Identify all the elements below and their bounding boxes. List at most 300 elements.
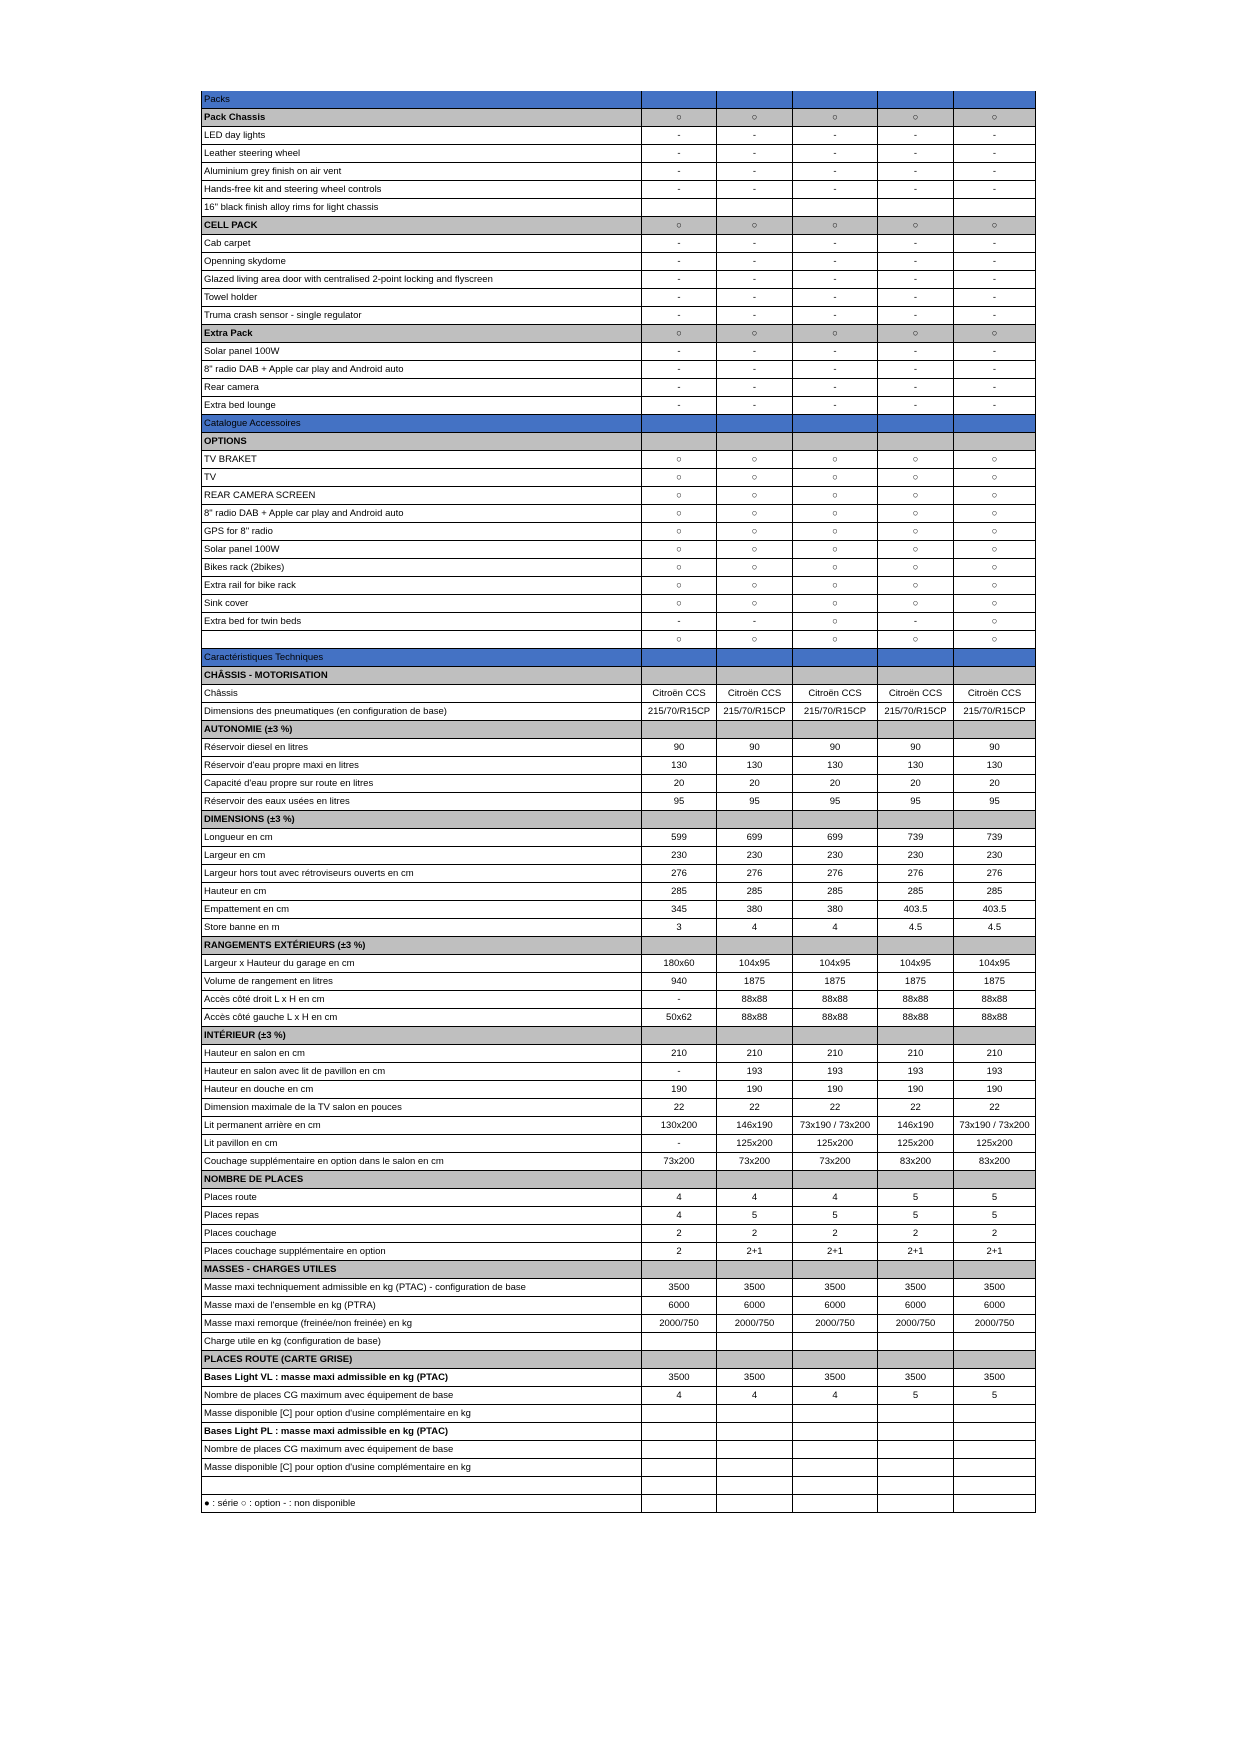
row-value: - [642,145,717,163]
row-value: - [954,163,1036,181]
row-value: 5 [954,1189,1036,1207]
row-value [793,1441,878,1459]
row-value [642,1423,717,1441]
row-value: - [717,289,793,307]
row-label: INTÉRIEUR (±3 %) [202,1027,642,1045]
subheader-row [202,1027,1036,1045]
row-value: 20 [793,775,878,793]
row-label: Solar panel 100W [202,541,642,559]
row-value: 3500 [793,1369,878,1387]
row-value: 4 [642,1189,717,1207]
row-value: 88x88 [878,1009,954,1027]
row-value: 73x190 / 73x200 [954,1117,1036,1135]
row-value: ○ [642,217,717,235]
section-header [202,91,1036,109]
row-value: 1875 [793,973,878,991]
row-value: ○ [717,559,793,577]
row-value: 6000 [878,1297,954,1315]
row-value: 215/70/R15CP [878,703,954,721]
row-value: ○ [642,451,717,469]
row-value: 193 [717,1063,793,1081]
table-row [202,1441,1036,1459]
row-value: 3500 [717,1279,793,1297]
row-value: - [878,343,954,361]
row-value: 88x88 [717,991,793,1009]
row-value [717,433,793,451]
row-value: 5 [878,1207,954,1225]
section-title: Caractéristiques Techniques [202,649,642,667]
row-value: 230 [717,847,793,865]
row-value: ○ [717,523,793,541]
row-label: Places route [202,1189,642,1207]
row-value: 5 [717,1207,793,1225]
table-row [202,739,1036,757]
section-header-cell [717,415,793,433]
section-header-cell [954,91,1036,109]
row-value: ○ [878,451,954,469]
row-value [878,1459,954,1477]
row-value: 2+1 [954,1243,1036,1261]
row-value: ○ [793,469,878,487]
row-value: Citroën CCS [793,685,878,703]
table-row [202,487,1036,505]
row-label: Masse maxi techniquement admissible en kg (PTAC) - configuration de base [202,1279,642,1297]
row-label: TV BRAKET [202,451,642,469]
row-value: 125x200 [878,1135,954,1153]
row-value [793,1261,878,1279]
row-value: - [642,253,717,271]
row-value: 22 [717,1099,793,1117]
row-label: Solar panel 100W [202,343,642,361]
row-value: - [878,181,954,199]
row-value: 2000/750 [954,1315,1036,1333]
subheader-row [202,109,1036,127]
row-label: LED day lights [202,127,642,145]
table-row [202,883,1036,901]
legend-text: ● : série ○ : option - : non disponible [202,1495,642,1513]
row-value: 380 [717,901,793,919]
row-value: - [642,163,717,181]
row-value: - [793,271,878,289]
row-value: 230 [642,847,717,865]
row-label: Extra bed for twin beds [202,613,642,631]
row-value: - [878,397,954,415]
row-value [793,1459,878,1477]
row-value: - [642,271,717,289]
row-value [878,1477,954,1495]
row-label: Extra Pack [202,325,642,343]
row-value: 90 [954,739,1036,757]
table-row [202,163,1036,181]
row-label: Glazed living area door with centralised 2-point locking and flyscreen [202,271,642,289]
row-value [878,199,954,217]
row-label: Empattement en cm [202,901,642,919]
row-value: 4 [642,1207,717,1225]
row-value: ○ [954,595,1036,613]
row-label: Extra bed lounge [202,397,642,415]
table-row [202,973,1036,991]
subheader-row [202,721,1036,739]
row-value [717,1405,793,1423]
legend-empty-cell [717,1495,793,1513]
row-label: Bases Light PL : masse maxi admissible en kg (PTAC) [202,1423,642,1441]
table-row [202,1189,1036,1207]
row-value: - [878,235,954,253]
row-value: - [717,145,793,163]
row-value: 20 [717,775,793,793]
table-row [202,307,1036,325]
row-value: - [954,127,1036,145]
row-value: ○ [793,325,878,343]
row-value [793,1423,878,1441]
row-value [954,721,1036,739]
row-value: 5 [954,1207,1036,1225]
row-label: Châssis [202,685,642,703]
row-value: Citroën CCS [717,685,793,703]
row-value: 193 [954,1063,1036,1081]
row-label: Réservoir d'eau propre maxi en litres [202,757,642,775]
row-value: 276 [793,865,878,883]
row-value [878,1027,954,1045]
row-value [878,721,954,739]
table-row [202,1153,1036,1171]
row-value: 699 [793,829,878,847]
row-label: Charge utile en kg (configuration de base) [202,1333,642,1351]
table-row [202,1009,1036,1027]
row-label: Aluminium grey finish on air vent [202,163,642,181]
row-value [642,1171,717,1189]
table-row [202,1369,1036,1387]
row-value [642,1333,717,1351]
subheader-row [202,1171,1036,1189]
row-value: - [793,253,878,271]
section-header-cell [793,649,878,667]
row-value [642,1441,717,1459]
row-value: 3 [642,919,717,937]
table-row [202,253,1036,271]
table-row [202,901,1036,919]
row-value: ○ [878,325,954,343]
row-label: Couchage supplémentaire en option dans le salon en cm [202,1153,642,1171]
row-value: - [954,397,1036,415]
row-value: ○ [642,469,717,487]
row-label: Truma crash sensor - single regulator [202,307,642,325]
row-value [878,811,954,829]
section-header-cell [717,91,793,109]
row-value: 4.5 [878,919,954,937]
row-value: 3500 [878,1279,954,1297]
row-value: 380 [793,901,878,919]
table-row [202,289,1036,307]
row-value: 130x200 [642,1117,717,1135]
row-value: 3500 [642,1279,717,1297]
row-value: - [717,307,793,325]
row-value: - [954,235,1036,253]
table-row [202,469,1036,487]
row-value: ○ [717,577,793,595]
row-label: RANGEMENTS EXTÉRIEURS (±3 %) [202,937,642,955]
row-value: ○ [954,559,1036,577]
row-value: ○ [717,109,793,127]
row-value: ○ [642,595,717,613]
row-value: 73x190 / 73x200 [793,1117,878,1135]
row-value: 50x62 [642,1009,717,1027]
row-value: 130 [717,757,793,775]
row-value: - [954,289,1036,307]
row-value: 215/70/R15CP [954,703,1036,721]
row-value: - [878,379,954,397]
table-row [202,793,1036,811]
row-value: 125x200 [717,1135,793,1153]
row-value: 22 [793,1099,878,1117]
table-row [202,1081,1036,1099]
row-label: Volume de rangement en litres [202,973,642,991]
row-value: 230 [878,847,954,865]
row-value: 90 [642,739,717,757]
row-value [878,1333,954,1351]
table-row [202,559,1036,577]
table-row [202,271,1036,289]
row-value [717,1459,793,1477]
row-label: Masse disponible [C] pour option d'usine complémentaire en kg [202,1405,642,1423]
row-value [954,433,1036,451]
row-value: - [878,163,954,181]
row-value: ○ [793,109,878,127]
row-value: - [642,613,717,631]
table-row [202,541,1036,559]
row-value [954,1477,1036,1495]
spec-table [201,91,1036,1513]
row-value: Citroën CCS [878,685,954,703]
row-value: ○ [642,559,717,577]
row-value [878,1441,954,1459]
row-value: ○ [793,631,878,649]
row-value: 146x190 [878,1117,954,1135]
row-value: 104x95 [717,955,793,973]
row-label: CHÂSSIS - MOTORISATION [202,667,642,685]
row-value [878,667,954,685]
table-row [202,1207,1036,1225]
row-value: ○ [878,577,954,595]
row-value [954,1351,1036,1369]
row-value: - [717,613,793,631]
row-value: 190 [878,1081,954,1099]
row-value: 276 [642,865,717,883]
row-value: 215/70/R15CP [793,703,878,721]
table-row [202,505,1036,523]
subheader-row [202,811,1036,829]
row-label: Dimensions des pneumatiques (en configuration de base) [202,703,642,721]
table-row [202,865,1036,883]
row-label: Longueur en cm [202,829,642,847]
table-row [202,199,1036,217]
row-value [642,1351,717,1369]
row-value: 95 [878,793,954,811]
section-header-cell [954,649,1036,667]
table-row [202,397,1036,415]
row-value: - [642,307,717,325]
row-value: 2 [642,1243,717,1261]
row-value: ○ [642,541,717,559]
row-label: Hands-free kit and steering wheel controls [202,181,642,199]
row-value: 210 [642,1045,717,1063]
table-row [202,955,1036,973]
row-label: Hauteur en douche en cm [202,1081,642,1099]
row-value: - [642,1063,717,1081]
table-row [202,1297,1036,1315]
row-value: 193 [793,1063,878,1081]
row-value [954,1027,1036,1045]
row-value [878,1351,954,1369]
row-value: - [878,307,954,325]
row-value: 88x88 [954,1009,1036,1027]
row-value [954,1405,1036,1423]
row-label: Capacité d'eau propre sur route en litres [202,775,642,793]
row-value [954,1441,1036,1459]
row-label: Masse maxi de l'ensemble en kg (PTRA) [202,1297,642,1315]
row-label: Lit pavillon en cm [202,1135,642,1153]
row-label: Store banne en m [202,919,642,937]
row-label: CELL PACK [202,217,642,235]
row-label: 16" black finish alloy rims for light chassis [202,199,642,217]
row-label: Masse maxi remorque (freinée/non freinée) en kg [202,1315,642,1333]
row-label: Hauteur en salon avec lit de pavillon en cm [202,1063,642,1081]
row-value [717,1027,793,1045]
table-row [202,361,1036,379]
subheader-row [202,1261,1036,1279]
row-value: 146x190 [717,1117,793,1135]
row-value: 130 [878,757,954,775]
table-row [202,1387,1036,1405]
row-value: 3500 [878,1369,954,1387]
row-label: Hauteur en cm [202,883,642,901]
row-label: Places repas [202,1207,642,1225]
row-value: ○ [642,325,717,343]
row-value: 88x88 [954,991,1036,1009]
row-label: Accès côté droit L x H en cm [202,991,642,1009]
row-value: ○ [878,595,954,613]
table-row [202,1459,1036,1477]
row-value: 5 [878,1189,954,1207]
row-value: - [642,181,717,199]
row-value: 104x95 [793,955,878,973]
row-value [717,199,793,217]
row-label: Places couchage [202,1225,642,1243]
row-label: Largeur en cm [202,847,642,865]
row-value: 4 [793,1387,878,1405]
row-value: - [878,127,954,145]
row-value: 2000/750 [793,1315,878,1333]
table-row [202,1243,1036,1261]
row-value [642,1027,717,1045]
row-value: - [793,361,878,379]
row-value: ○ [642,487,717,505]
row-value: 215/70/R15CP [717,703,793,721]
row-value [717,1261,793,1279]
row-label: MASSES - CHARGES UTILES [202,1261,642,1279]
row-value: - [717,271,793,289]
row-value: 1875 [954,973,1036,991]
row-value: Citroën CCS [642,685,717,703]
row-value: ○ [793,217,878,235]
row-value: 5 [954,1387,1036,1405]
row-label [202,1477,642,1495]
row-value: 276 [878,865,954,883]
row-value: ○ [878,217,954,235]
table-row [202,1333,1036,1351]
row-label: AUTONOMIE (±3 %) [202,721,642,739]
table-row [202,523,1036,541]
section-header-cell [642,649,717,667]
row-value [878,1405,954,1423]
section-header [202,649,1036,667]
table-row [202,235,1036,253]
row-value [717,811,793,829]
row-value: 22 [878,1099,954,1117]
row-value: 73x200 [793,1153,878,1171]
row-value: 6000 [793,1297,878,1315]
row-value: 73x200 [717,1153,793,1171]
row-value: ○ [878,487,954,505]
legend-empty-cell [878,1495,954,1513]
row-value [954,811,1036,829]
row-value [793,937,878,955]
row-value: ○ [954,469,1036,487]
row-value: - [793,379,878,397]
row-label: NOMBRE DE PLACES [202,1171,642,1189]
table-row [202,703,1036,721]
row-value: 940 [642,973,717,991]
row-label: PLACES ROUTE (CARTE GRISE) [202,1351,642,1369]
row-label: Lit permanent arrière en cm [202,1117,642,1135]
row-value: 215/70/R15CP [642,703,717,721]
row-value [717,937,793,955]
row-value: ○ [642,109,717,127]
row-value: - [954,307,1036,325]
row-value: 130 [793,757,878,775]
row-value: 3500 [954,1369,1036,1387]
row-label: Places couchage supplémentaire en option [202,1243,642,1261]
section-header-cell [878,91,954,109]
row-label: 8" radio DAB + Apple car play and Android auto [202,505,642,523]
row-value: ○ [717,505,793,523]
table-row [202,1117,1036,1135]
row-value: 739 [954,829,1036,847]
row-value: - [878,361,954,379]
row-value: - [878,145,954,163]
row-value: 6000 [642,1297,717,1315]
row-value: ○ [793,577,878,595]
row-value [954,199,1036,217]
section-header-cell [642,415,717,433]
row-value: ○ [717,631,793,649]
row-value: 130 [954,757,1036,775]
row-value: 20 [878,775,954,793]
row-value [642,811,717,829]
row-value: 276 [954,865,1036,883]
row-value: 599 [642,829,717,847]
row-value: ○ [793,595,878,613]
row-value: 4 [717,1387,793,1405]
row-value [717,1351,793,1369]
row-value: 190 [642,1081,717,1099]
table-row [202,451,1036,469]
row-label: Dimension maximale de la TV salon en pouces [202,1099,642,1117]
row-value: - [717,235,793,253]
row-value [878,1261,954,1279]
row-value [642,1459,717,1477]
row-label: GPS for 8" radio [202,523,642,541]
